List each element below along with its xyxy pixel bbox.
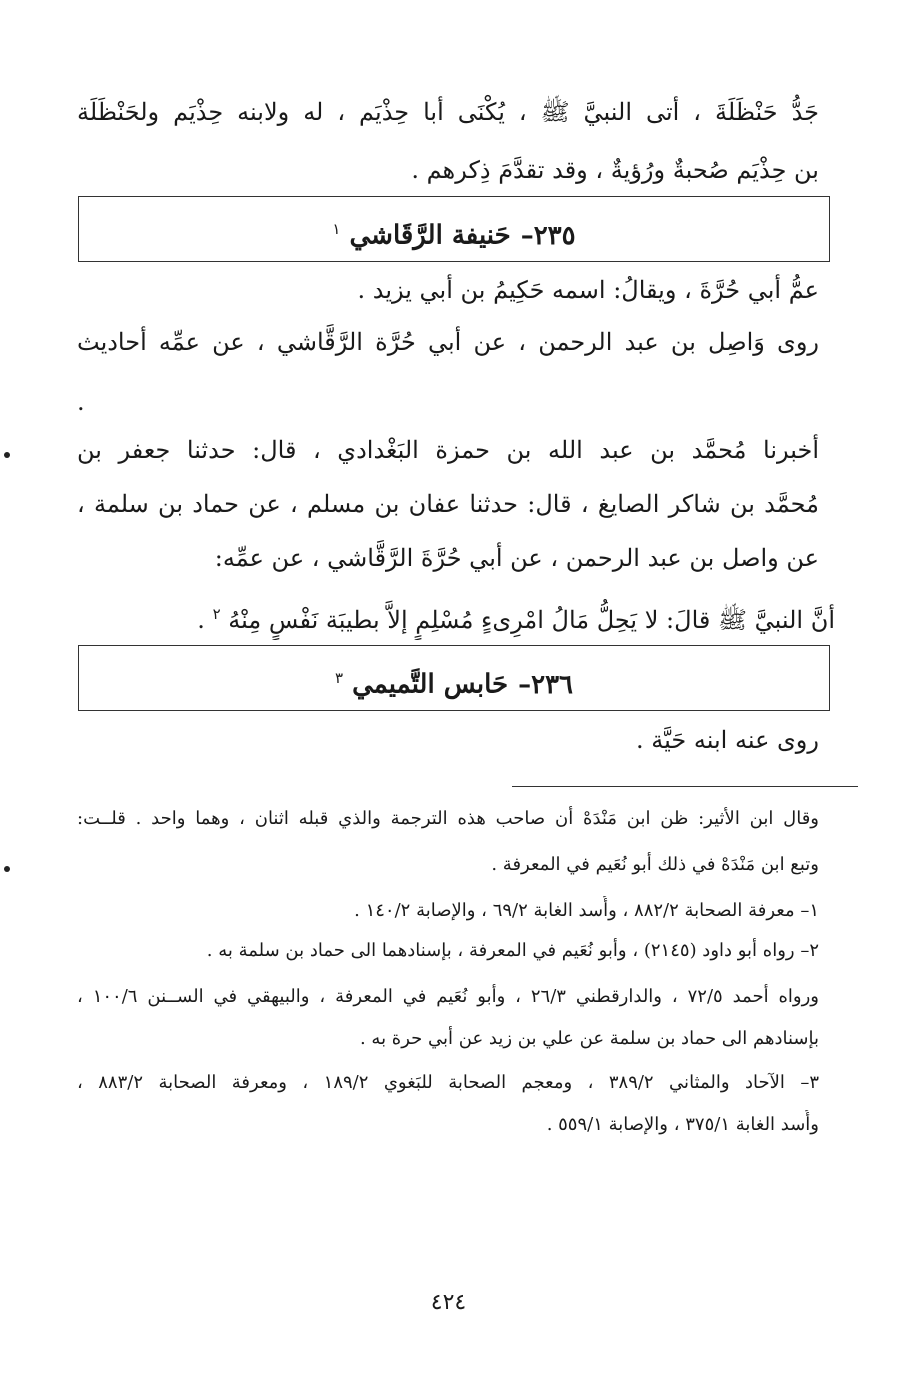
- scan-mark: [4, 866, 10, 872]
- entry-235-heading: [78, 196, 830, 262]
- entry-235-line-2: روى وَاصِل بن عبد الرحمن ، عن أبي حُرَّة الرَّقَّاشي ، عن عمِّه أحاديث: [77, 328, 819, 356]
- isnad-line-3: عن واصل بن عبد الرحمن ، عن أبي حُرَّةَ الرَّقَّاشي ، عن عمِّه:: [214, 544, 819, 572]
- entry-235-line-1: عمُّ أبي حُرَّةَ ، ويقالُ: اسمه حَكِيمُ بن أبي يزيد .: [357, 276, 819, 304]
- footnote-line-3: ١– معرفة الصحابة ٨٨٢/٢ ، وأُسد الغابة ٦٩/٢ ، والإصابة ١٤٠/٢ .: [354, 900, 819, 921]
- intro-line-1: جَدُّ حَنْظَلَةَ ، أتى النبيَّ ﷺ ، يُكْنَى أبا حِذْيَم ، له ولابنه حِذْيَم ولحَنْظَلَة: [77, 98, 819, 126]
- footnote-line-8: وأُسد الغابة ٣٧٥/١ ، والإصابة ٥٥٩/١ .: [546, 1114, 819, 1135]
- entry-235-name: حَنيفة الرَّقَاشي: [349, 220, 511, 251]
- entry-236-number: ٢٣٦–: [518, 669, 574, 700]
- entry-236-name: حَابس التَّميمي: [352, 669, 509, 700]
- footnote-line-5: ورواه أحمد ٧٢/٥ ، والدارقطني ٢٦/٣ ، وأبو نُعَيم في المعرفة ، والبيهقي في الســنن ١٠٠/٦ ،: [77, 986, 819, 1007]
- hadith-line: [77, 594, 835, 640]
- entry-236-line: روى عنه ابنه حَيَّة .: [636, 726, 819, 754]
- footnote-line-4: ٢– رواه أبو داود (٢١٤٥) ، وأبو نُعَيم في المعرفة ، بإسنادهما الى حماد بن سلمة به .: [206, 940, 819, 961]
- footnote-line-7: ٣– الآحاد والمثاني ٣٨٩/٢ ، ومعجم الصحابة للبَغوي ١٨٩/٢ ، ومعرفة الصحابة ٨٨٣/٢ ،: [77, 1072, 819, 1093]
- hadith-end: .: [197, 606, 205, 634]
- footnote-line-2: وتبع ابن مَنْدَهْ في ذلك أبو نُعَيم في المعرفة .: [491, 854, 819, 875]
- isnad-line-2: مُحمَّد بن شاكر الصايغ ، قال: حدثنا عفان بن مسلم ، عن حماد بن سلمة ،: [77, 490, 819, 518]
- scan-mark: [4, 452, 10, 458]
- footnote-separator: [512, 786, 858, 787]
- entry-235-footnote-ref: ١: [332, 220, 341, 238]
- entry-235-number: ٢٣٥–: [520, 220, 576, 251]
- hadith-footnote-ref: ٢: [212, 605, 221, 623]
- entry-236-heading: [78, 645, 830, 711]
- entry-235-line-3: .: [77, 388, 85, 416]
- isnad-line-1: أخبرنا مُحمَّد بن عبد الله بن حمزة البَغْدادي ، قال: حدثنا جعفر بن: [77, 436, 819, 464]
- footnote-line-1: وقال ابن الأثير: ظن ابن مَنْدَهْ أن صاحب هذه الترجمة والذي قبله اثنان ، وهما واحد . قلــت:: [77, 808, 819, 829]
- footnote-line-6: بإسنادهم الى حماد بن سلمة عن علي بن زيد عن أبي حرة به .: [359, 1028, 819, 1049]
- entry-236-footnote-ref: ٣: [334, 669, 344, 687]
- page-number: ٤٢٤: [430, 1290, 467, 1315]
- intro-line-2: بن حِذْيَم صُحبةٌ ورُؤيةٌ ، وقد تقدَّمَ ذِكرهم .: [411, 156, 819, 184]
- hadith-text: أنَّ النبيَّ ﷺ قالَ: لا يَحِلُّ مَالُ امْرِىءٍ مُسْلِمٍ إلاَّ بطيبَة نَفْسٍ مِنْهُ: [228, 606, 835, 634]
